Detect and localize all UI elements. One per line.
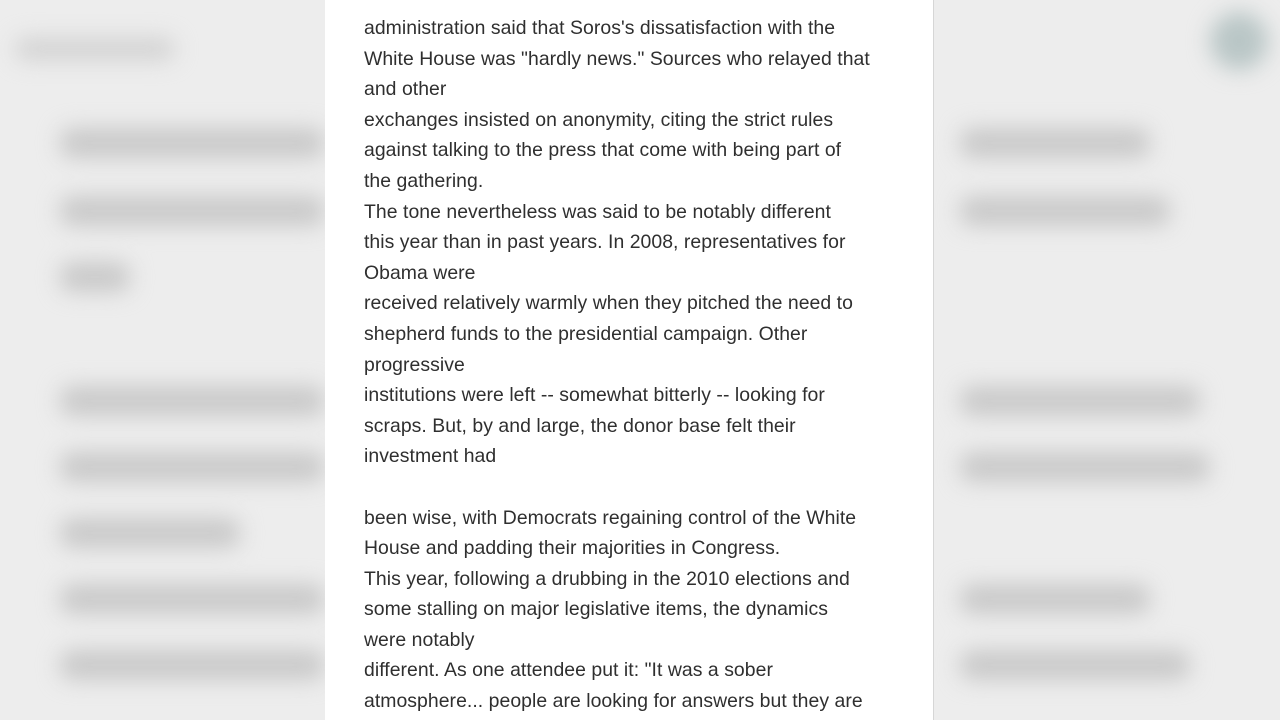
- article-body: [364, 13, 924, 717]
- article-line: The tone nevertheless was said to be notably different: [364, 200, 831, 223]
- article-line: House and padding their majorities in Congress.: [364, 537, 781, 560]
- avatar: [1210, 12, 1268, 70]
- article-line: received relatively warmly when they pitched the need to: [364, 292, 853, 315]
- article-line: scraps. But, by and large, the donor base felt their: [364, 414, 796, 437]
- article-line: the gathering.: [364, 169, 484, 192]
- article-line: institutions were left -- somewhat bitterly -- looking for: [364, 384, 825, 407]
- paragraph-gap: [364, 472, 924, 503]
- article-line: shepherd funds to the presidential campaign. Other: [364, 322, 808, 345]
- article-panel: [325, 0, 934, 720]
- article-line: investment had: [364, 445, 497, 468]
- article-line: been wise, with Democrats regaining control of the White: [364, 506, 857, 529]
- article-line: atmosphere... people are looking for answers but they are: [364, 690, 863, 713]
- article-line: progressive: [364, 353, 465, 376]
- article-line: some stalling on major legislative items, the dynamics: [364, 598, 828, 621]
- article-line: This year, following a drubbing in the 2010 elections and: [364, 567, 850, 590]
- article-line: White House was "hardly news." Sources who relayed that: [364, 47, 870, 70]
- article-line: against talking to the press that come with being part of: [364, 139, 842, 162]
- article-line: this year than in past years. In 2008, representatives for: [364, 231, 846, 254]
- article-line: different. As one attendee put it: "It was a sober: [364, 659, 773, 682]
- article-line: were notably: [364, 628, 475, 651]
- article-line: Obama were: [364, 261, 476, 284]
- article-line: exchanges insisted on anonymity, citing the strict rules: [364, 108, 834, 131]
- article-line: and other: [364, 78, 447, 101]
- article-line: administration said that Soros's dissatisfaction with the: [364, 17, 836, 39]
